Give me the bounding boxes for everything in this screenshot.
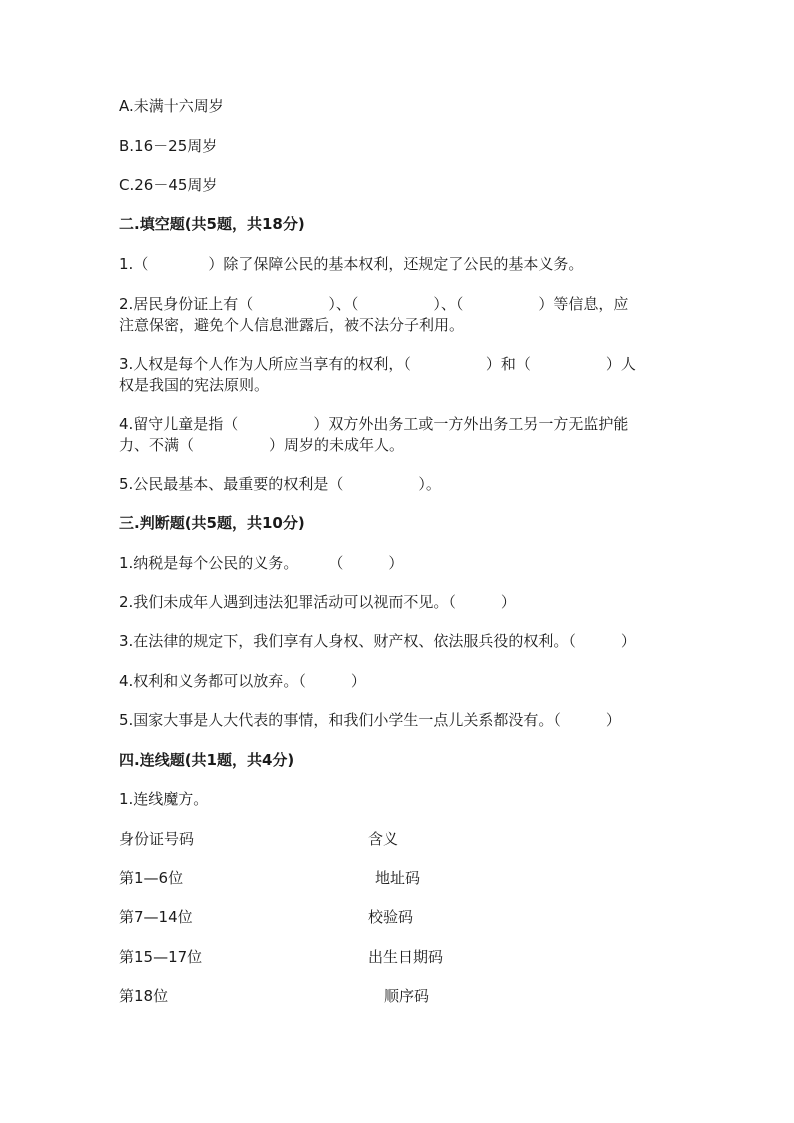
fill-q1-after: ）除了保障公民的基本权利，还规定了公民的基本义务。 (208, 255, 584, 273)
match-left-1: 第1—6位 (119, 869, 184, 887)
match-right-1: 地址码 (375, 869, 421, 887)
match-q1: 1.连线魔方。 (119, 790, 209, 808)
section4-title: 四.连线题(共1题，共4分) (119, 751, 295, 769)
fill-q2-line1: 2.居民身份证上有（ ）、（ ）、（ ）等信息，应 (119, 295, 629, 313)
judge-q1: 1.纳税是每个公民的义务。 （ ） (119, 554, 404, 572)
fill-q4-line1: 4.留守儿童是指（ ）双方外出务工或一方外出务工另一方无监护能 (119, 415, 629, 433)
match-left-0: 身份证号码 (119, 830, 195, 848)
match-right-3: 出生日期码 (368, 948, 444, 966)
match-left-3: 第15—17位 (119, 948, 203, 966)
choice-a: A.未满十六周岁 (119, 97, 224, 115)
match-left-2: 第7—14位 (119, 908, 193, 926)
fill-q1-before: （ (133, 255, 149, 273)
match-right-4: 顺序码 (384, 987, 430, 1005)
fill-q2-line2: 注意保密，避免个人信息泄露后，被不法分子利用。 (119, 316, 465, 334)
match-right-0: 含义 (368, 830, 399, 848)
match-left-4: 第18位 (119, 987, 169, 1005)
fill-q5: 5.公民最基本、最重要的权利是（ ）。 (119, 475, 441, 493)
section3-title: 三.判断题(共5题，共10分) (119, 514, 305, 532)
choice-c: C.26－45周岁 (119, 176, 218, 194)
section2-title: 二.填空题(共5题，共18分) (119, 215, 305, 233)
judge-q2: 2.我们未成年人遇到违法犯罪活动可以视而不见。（ ） (119, 593, 516, 611)
fill-q1-num: 1. (119, 255, 134, 273)
fill-q3-line2: 权是我国的宪法原则。 (119, 376, 270, 394)
fill-q1 (119, 254, 583, 274)
fill-q4-line2: 力、不满（ ）周岁的未成年人。 (119, 436, 405, 454)
fill-q3-line1: 3.人权是每个人作为人所应当享有的权利，（ ）和（ ）人 (119, 355, 636, 373)
match-right-2: 校验码 (368, 908, 414, 926)
judge-q4: 4.权利和义务都可以放弃。（ ） (119, 672, 366, 690)
judge-q3: 3.在法律的规定下，我们享有人身权、财产权、依法服兵役的权利。（ ） (119, 632, 636, 650)
judge-q5: 5.国家大事是人大代表的事情，和我们小学生一点儿关系都没有。（ ） (119, 711, 621, 729)
choice-b: B.16－25周岁 (119, 137, 218, 155)
